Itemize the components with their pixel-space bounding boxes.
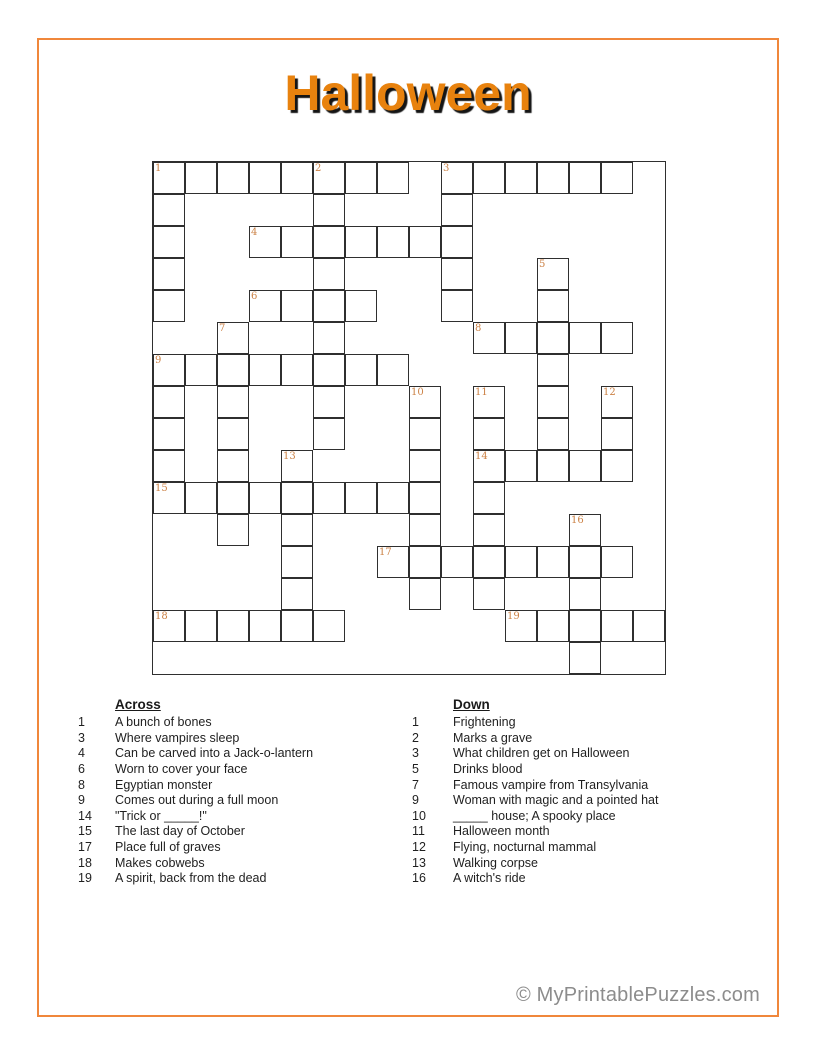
grid-cell[interactable] xyxy=(153,386,185,418)
clue-row xyxy=(412,809,742,825)
grid-cell[interactable] xyxy=(537,418,569,450)
grid-cell[interactable] xyxy=(569,322,601,354)
grid-cell[interactable] xyxy=(313,354,345,386)
clue-text: Makes cobwebs xyxy=(115,855,205,870)
clue-number: 18 xyxy=(78,855,92,870)
grid-cell[interactable] xyxy=(569,514,601,546)
grid-cell[interactable] xyxy=(601,418,633,450)
grid-cell[interactable] xyxy=(153,418,185,450)
clue-number: 1 xyxy=(412,715,419,729)
grid-clue-number: 13 xyxy=(283,451,296,462)
clue-number: 8 xyxy=(78,777,85,792)
clue-text: Comes out during a full moon xyxy=(115,793,279,808)
grid-cell[interactable] xyxy=(569,450,601,482)
grid-cell[interactable] xyxy=(377,354,409,386)
grid-cell[interactable] xyxy=(601,386,633,418)
grid-cell[interactable] xyxy=(441,226,473,258)
clue-number: 17 xyxy=(78,840,92,854)
clue-text: Frightening xyxy=(453,715,516,729)
grid-cell[interactable] xyxy=(409,514,441,546)
grid-cell[interactable] xyxy=(441,194,473,226)
clue-number: 3 xyxy=(412,746,419,761)
clue-row xyxy=(412,856,742,872)
clue-number: 5 xyxy=(412,761,419,776)
clue-number: 9 xyxy=(412,793,419,808)
grid-cell[interactable] xyxy=(313,482,345,514)
grid-cell[interactable] xyxy=(281,482,313,514)
clue-row xyxy=(412,793,742,809)
across-clue-list xyxy=(78,715,408,887)
clue-number: 9 xyxy=(78,793,85,808)
clue-row xyxy=(78,793,408,809)
grid-cell[interactable] xyxy=(537,162,569,194)
clue-text: Walking corpse xyxy=(453,855,538,870)
grid-cell[interactable] xyxy=(505,162,537,194)
grid-cell[interactable] xyxy=(281,514,313,546)
grid-cell[interactable] xyxy=(217,418,249,450)
grid-cell[interactable] xyxy=(153,290,185,322)
grid-clue-number: 7 xyxy=(219,323,226,334)
clue-row xyxy=(78,778,408,794)
clue-number: 19 xyxy=(78,871,92,886)
grid-cell[interactable] xyxy=(409,226,441,258)
grid-cell[interactable] xyxy=(313,610,345,642)
grid-clue-number: 9 xyxy=(155,355,162,366)
grid-cell[interactable] xyxy=(249,354,281,386)
grid-cell[interactable] xyxy=(505,450,537,482)
grid-cell[interactable] xyxy=(409,418,441,450)
grid-cell[interactable] xyxy=(281,610,313,642)
grid-clue-number: 8 xyxy=(475,323,482,334)
grid-cell[interactable] xyxy=(409,386,441,418)
grid-cell[interactable] xyxy=(185,162,217,194)
clue-row xyxy=(78,840,408,856)
grid-cell[interactable] xyxy=(281,226,313,258)
clue-number: 3 xyxy=(78,730,85,745)
grid-cell[interactable] xyxy=(249,226,281,258)
grid-cell[interactable] xyxy=(377,546,409,578)
clue-text: Where vampires sleep xyxy=(115,730,240,745)
clue-text: A witch's ride xyxy=(453,871,526,886)
grid-cell[interactable] xyxy=(473,482,505,514)
grid-cell[interactable] xyxy=(473,450,505,482)
grid-clue-number: 10 xyxy=(411,387,424,398)
grid-cell[interactable] xyxy=(313,226,345,258)
clue-text: Worn to cover your face xyxy=(115,761,248,776)
grid-cell[interactable] xyxy=(153,450,185,482)
across-clues-section xyxy=(78,697,408,887)
grid-clue-number: 2 xyxy=(315,163,322,174)
grid-cell[interactable] xyxy=(281,578,313,610)
clue-row xyxy=(412,731,742,747)
clue-text: Place full of graves xyxy=(115,840,221,854)
crossword-grid xyxy=(153,162,665,674)
clue-row xyxy=(78,824,408,840)
grid-cell[interactable] xyxy=(601,610,633,642)
across-header: Across xyxy=(115,697,161,712)
grid-cell[interactable] xyxy=(313,194,345,226)
clue-row xyxy=(412,840,742,856)
clue-text: _____ house; A spooky place xyxy=(453,808,616,823)
grid-cell[interactable] xyxy=(153,194,185,226)
grid-clue-number: 6 xyxy=(251,291,258,302)
grid-clue-number: 14 xyxy=(475,451,488,462)
clue-row xyxy=(78,809,408,825)
grid-clue-number: 12 xyxy=(603,387,616,398)
grid-cell[interactable] xyxy=(217,514,249,546)
grid-cell[interactable] xyxy=(153,162,185,194)
grid-cell[interactable] xyxy=(249,162,281,194)
grid-cell[interactable] xyxy=(281,450,313,482)
grid-cell[interactable] xyxy=(409,546,441,578)
grid-cell[interactable] xyxy=(217,610,249,642)
clue-number: 13 xyxy=(412,855,426,870)
clue-number: 15 xyxy=(78,824,92,839)
grid-clue-number: 18 xyxy=(155,611,168,622)
grid-cell[interactable] xyxy=(537,322,569,354)
clue-number: 7 xyxy=(412,777,419,792)
clue-number: 11 xyxy=(412,824,425,839)
grid-cell[interactable] xyxy=(569,162,601,194)
grid-clue-number: 16 xyxy=(571,515,584,526)
clue-row xyxy=(78,856,408,872)
grid-cell[interactable] xyxy=(153,226,185,258)
clue-number: 10 xyxy=(412,808,426,823)
grid-cell[interactable] xyxy=(281,162,313,194)
grid-cell[interactable] xyxy=(601,322,633,354)
grid-cell[interactable] xyxy=(313,418,345,450)
grid-cell[interactable] xyxy=(409,578,441,610)
grid-cell[interactable] xyxy=(249,610,281,642)
clue-text: A spirit, back from the dead xyxy=(115,871,267,886)
clue-text: A bunch of bones xyxy=(115,715,212,729)
grid-cell[interactable] xyxy=(377,162,409,194)
grid-cell[interactable] xyxy=(441,290,473,322)
grid-cell[interactable] xyxy=(345,162,377,194)
grid-cell[interactable] xyxy=(473,514,505,546)
clue-row xyxy=(412,871,742,887)
grid-cell[interactable] xyxy=(473,418,505,450)
grid-cell[interactable] xyxy=(217,354,249,386)
grid-clue-number: 4 xyxy=(251,227,258,238)
down-header: Down xyxy=(453,697,490,712)
clue-number: 14 xyxy=(78,808,92,823)
grid-clue-number: 3 xyxy=(443,163,450,174)
grid-cell[interactable] xyxy=(569,578,601,610)
grid-cell[interactable] xyxy=(473,162,505,194)
down-clues-section xyxy=(412,697,742,887)
grid-cell[interactable] xyxy=(313,290,345,322)
clue-row xyxy=(78,871,408,887)
clue-number: 2 xyxy=(412,730,419,745)
puzzle-title: Halloween xyxy=(284,65,532,121)
clue-row xyxy=(412,824,742,840)
clue-text: Drinks blood xyxy=(453,761,523,776)
grid-cell[interactable] xyxy=(569,610,601,642)
grid-cell[interactable] xyxy=(473,386,505,418)
grid-cell[interactable] xyxy=(313,386,345,418)
grid-cell[interactable] xyxy=(345,290,377,322)
grid-cell[interactable] xyxy=(505,610,537,642)
grid-cell[interactable] xyxy=(601,162,633,194)
grid-cell[interactable] xyxy=(185,354,217,386)
grid-cell[interactable] xyxy=(473,322,505,354)
grid-cell[interactable] xyxy=(313,162,345,194)
clue-row xyxy=(78,762,408,778)
clue-text: Flying, nocturnal mammal xyxy=(453,840,597,854)
grid-cell[interactable] xyxy=(217,450,249,482)
clue-row xyxy=(78,746,408,762)
grid-cell[interactable] xyxy=(505,546,537,578)
grid-cell[interactable] xyxy=(217,322,249,354)
grid-clue-number: 17 xyxy=(379,547,392,558)
clue-text: The last day of October xyxy=(115,824,245,839)
grid-cell[interactable] xyxy=(537,290,569,322)
grid-cell[interactable] xyxy=(281,546,313,578)
grid-cell[interactable] xyxy=(217,162,249,194)
grid-cell[interactable] xyxy=(441,258,473,290)
grid-cell[interactable] xyxy=(345,482,377,514)
grid-cell[interactable] xyxy=(537,610,569,642)
grid-cell[interactable] xyxy=(185,482,217,514)
grid-cell[interactable] xyxy=(345,226,377,258)
grid-clue-number: 19 xyxy=(507,611,520,622)
grid-cell[interactable] xyxy=(569,546,601,578)
grid-cell[interactable] xyxy=(185,610,217,642)
grid-cell[interactable] xyxy=(153,258,185,290)
grid-cell[interactable] xyxy=(569,642,601,674)
down-clue-list xyxy=(412,715,742,887)
grid-cell[interactable] xyxy=(345,354,377,386)
grid-cell[interactable] xyxy=(473,546,505,578)
grid-cell[interactable] xyxy=(377,226,409,258)
grid-cell[interactable] xyxy=(409,482,441,514)
clue-number: 12 xyxy=(412,840,426,854)
grid-cell[interactable] xyxy=(601,450,633,482)
grid-cell[interactable] xyxy=(281,290,313,322)
grid-cell[interactable] xyxy=(249,290,281,322)
grid-cell[interactable] xyxy=(537,258,569,290)
clue-row xyxy=(412,715,742,731)
copyright-text: © MyPrintablePuzzles.com xyxy=(515,984,760,1006)
clue-text: Egyptian monster xyxy=(115,777,213,792)
grid-cell[interactable] xyxy=(313,322,345,354)
grid-cell[interactable] xyxy=(537,386,569,418)
grid-cell[interactable] xyxy=(441,162,473,194)
grid-cell[interactable] xyxy=(377,482,409,514)
grid-cell[interactable] xyxy=(313,258,345,290)
grid-clue-number: 1 xyxy=(155,163,162,174)
grid-cell[interactable] xyxy=(441,546,473,578)
clue-number: 4 xyxy=(78,746,85,761)
grid-cell[interactable] xyxy=(281,354,313,386)
grid-clue-number: 15 xyxy=(155,483,168,494)
clue-number: 1 xyxy=(78,715,85,729)
grid-cell[interactable] xyxy=(153,354,185,386)
grid-cell[interactable] xyxy=(153,482,185,514)
grid-clue-number: 5 xyxy=(539,259,546,270)
grid-cell[interactable] xyxy=(537,546,569,578)
grid-cell[interactable] xyxy=(537,354,569,386)
clue-row xyxy=(412,762,742,778)
grid-clue-number: 11 xyxy=(475,387,488,398)
grid-cell[interactable] xyxy=(537,450,569,482)
clue-text: Woman with magic and a pointed hat xyxy=(453,793,659,808)
clue-row xyxy=(412,778,742,794)
clue-number: 6 xyxy=(78,761,85,776)
clue-text: Marks a grave xyxy=(453,730,533,745)
grid-cell[interactable] xyxy=(473,578,505,610)
clue-text: Halloween month xyxy=(453,824,550,839)
clue-text: Can be carved into a Jack-o-lantern xyxy=(115,746,314,761)
grid-cell[interactable] xyxy=(217,386,249,418)
clue-text: "Trick or _____!" xyxy=(115,808,207,823)
clue-number: 16 xyxy=(412,871,426,886)
grid-cell[interactable] xyxy=(153,610,185,642)
clue-text: Famous vampire from Transylvania xyxy=(453,777,649,792)
clue-row xyxy=(78,715,408,731)
clue-row xyxy=(412,746,742,762)
grid-cell[interactable] xyxy=(249,482,281,514)
grid-cell[interactable] xyxy=(601,546,633,578)
clue-row xyxy=(78,731,408,747)
grid-cell[interactable] xyxy=(505,322,537,354)
grid-cell[interactable] xyxy=(217,482,249,514)
grid-cell[interactable] xyxy=(409,450,441,482)
clue-text: What children get on Halloween xyxy=(453,746,630,761)
grid-cell[interactable] xyxy=(633,610,665,642)
